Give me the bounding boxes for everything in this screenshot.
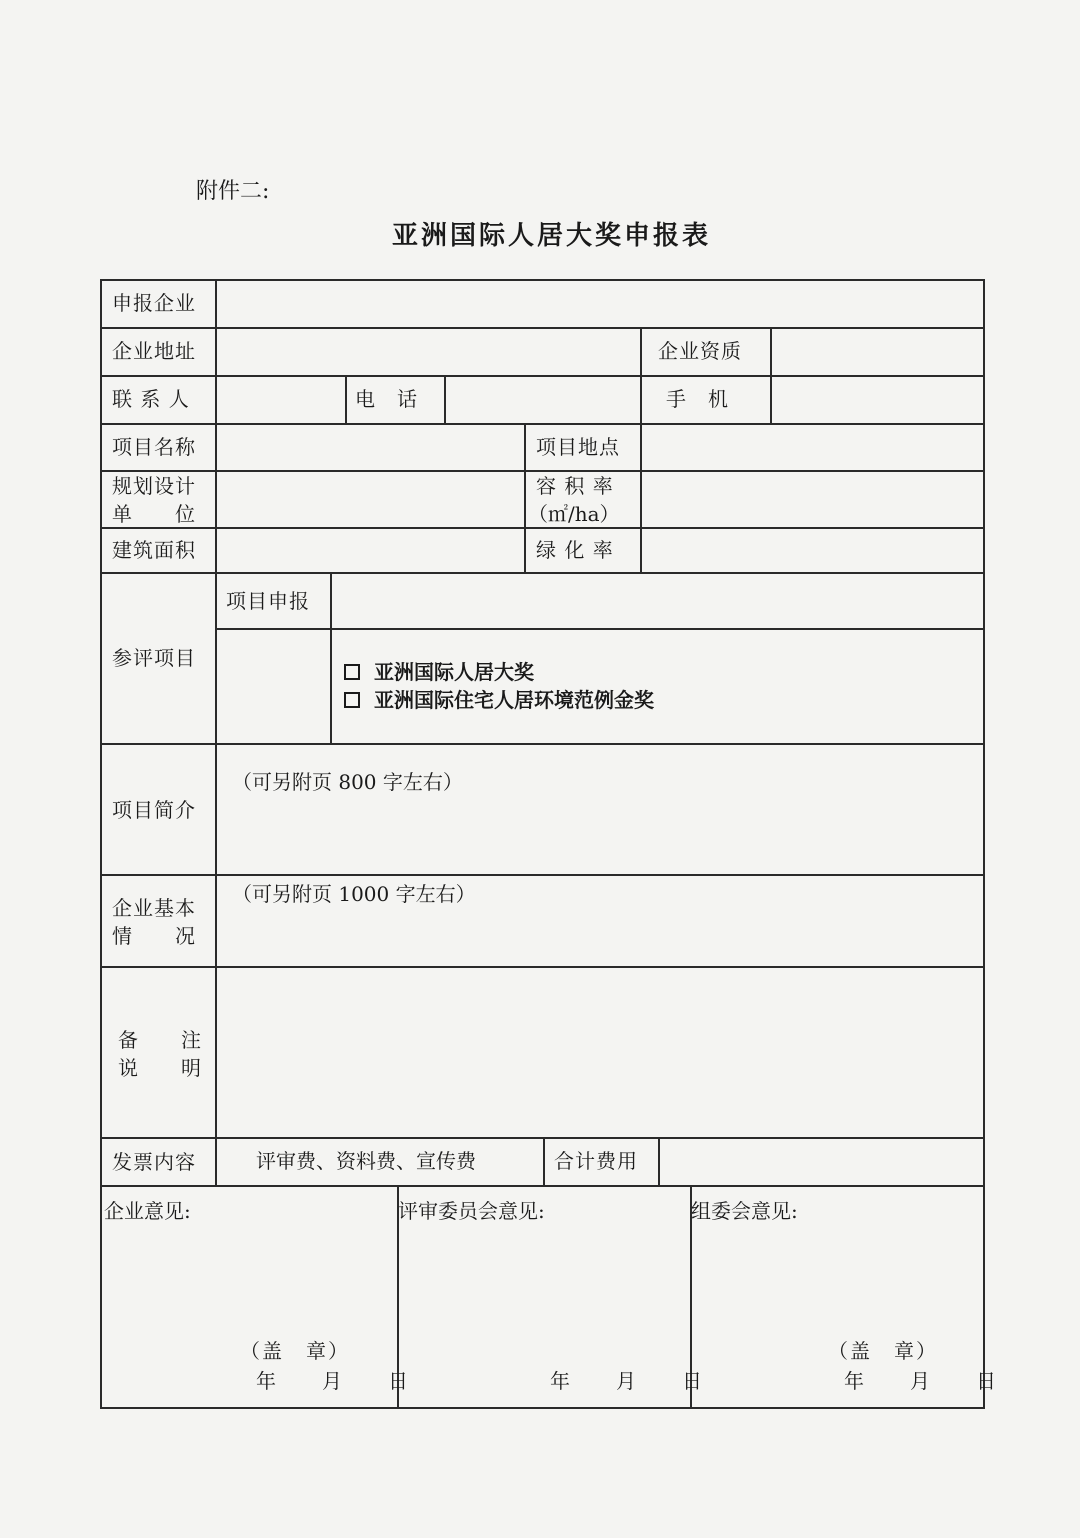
company-field[interactable]: [218, 281, 982, 326]
project-declare-field[interactable]: [333, 574, 981, 627]
company-opinion-label: 企业意见:: [104, 1199, 191, 1223]
company-info-field[interactable]: [218, 910, 982, 965]
remarks-field[interactable]: [218, 968, 982, 1136]
project-declare-label: 项目申报: [226, 589, 310, 613]
mobile-field[interactable]: [773, 377, 981, 422]
plot-ratio-field[interactable]: [643, 472, 981, 526]
intro-note: （可另附页 800 字左右）: [232, 770, 463, 794]
page-title: 亚洲国际人居大奖申报表: [392, 221, 712, 251]
address-label: 企业地址: [112, 339, 196, 363]
address-field[interactable]: [218, 329, 638, 374]
company-opinion-field[interactable]: [103, 1230, 395, 1330]
green-ratio-label: 绿 化 率: [536, 538, 614, 562]
building-area-label: 建筑面积: [112, 538, 196, 562]
organizer-opinion-label: 组委会意见:: [691, 1199, 798, 1223]
attachment-label: 附件二:: [196, 179, 270, 204]
building-area-field[interactable]: [218, 529, 522, 571]
phone-label: 电 话: [355, 387, 418, 411]
project-name-label: 项目名称: [112, 435, 196, 459]
total-fee-label: 合计费用: [554, 1149, 638, 1173]
invoice-label: 发票内容: [112, 1150, 196, 1174]
contact-field[interactable]: [218, 377, 343, 422]
company-label: 申报企业: [112, 291, 196, 315]
organizer-date: 年 月 日: [844, 1369, 998, 1393]
intro-label: 项目简介: [112, 798, 196, 822]
committee-opinion-label: 评审委员会意见:: [398, 1199, 545, 1223]
project-location-label: 项目地点: [536, 435, 620, 459]
invoice-value: 评审费、资料费、宣传费: [256, 1149, 476, 1173]
qualification-field[interactable]: [773, 329, 981, 374]
contact-label: 联 系 人: [112, 387, 190, 411]
checkbox-icon[interactable]: [344, 664, 360, 680]
option-asia-habitat-award[interactable]: 亚洲国际人居大奖: [344, 658, 534, 686]
company-info-note: （可另附页 1000 字左右）: [232, 882, 476, 906]
intro-field[interactable]: [218, 800, 982, 872]
entry-label: 参评项目: [112, 646, 196, 670]
project-name-field[interactable]: [218, 425, 522, 469]
committee-opinion-field[interactable]: [400, 1230, 688, 1350]
committee-date: 年 月 日: [550, 1369, 704, 1393]
project-location-field[interactable]: [643, 425, 981, 469]
qualification-label: 企业资质: [658, 339, 742, 363]
company-seal: （盖 章）: [240, 1339, 350, 1363]
phone-field[interactable]: [447, 377, 638, 422]
organizer-opinion-field[interactable]: [693, 1230, 981, 1330]
option-residential-environment-gold-award[interactable]: 亚洲国际住宅人居环境范例金奖: [344, 686, 654, 714]
company-date: 年 月 日: [256, 1369, 410, 1393]
mobile-label: 手 机: [666, 387, 729, 411]
organizer-seal: （盖 章）: [828, 1339, 938, 1363]
checkbox-icon[interactable]: [344, 692, 360, 708]
green-ratio-field[interactable]: [643, 529, 981, 571]
design-unit-field[interactable]: [218, 472, 522, 526]
total-fee-field[interactable]: [661, 1139, 981, 1184]
